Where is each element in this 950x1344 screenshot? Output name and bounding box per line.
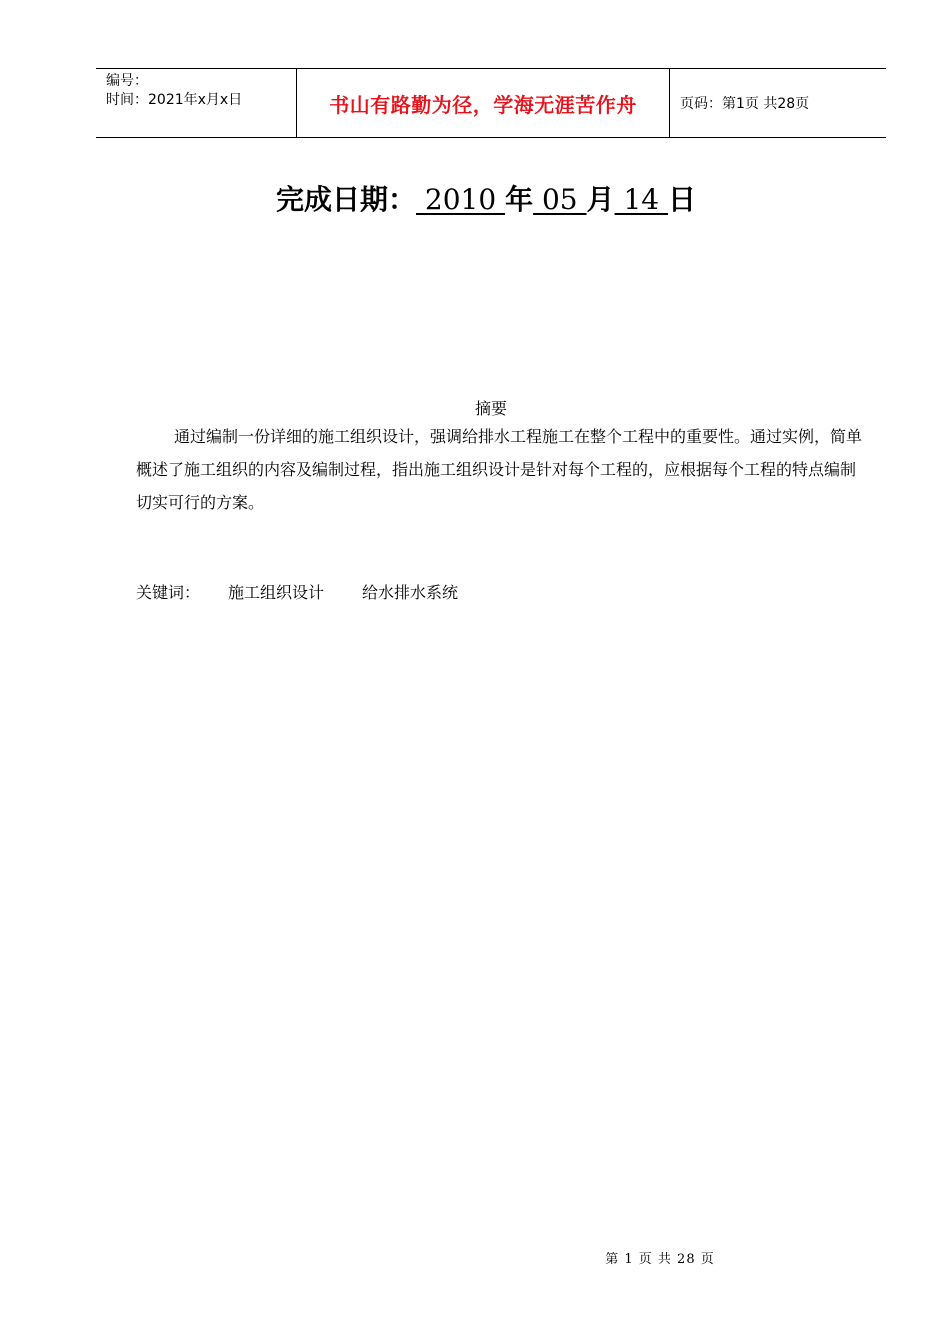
header-meta-cell — [96, 69, 297, 137]
completion-year: 2010 — [416, 183, 506, 216]
keyword-item: 给水排水系统 — [362, 583, 459, 602]
completion-day: 14 — [614, 183, 668, 216]
completion-month-unit: 月 — [586, 183, 615, 216]
abstract-paragraph: 通过编制一份详细的施工组织设计，强调给排水工程施工在整个工程中的重要性。通过实例，简单概述了施工组织的内容及编制过程，指出施工组织设计是针对每个工程的，应根据每个工程的特点编制切实可行的方案。 — [136, 427, 863, 512]
header-page-info: 页码：第1页 共28页 — [680, 96, 810, 112]
abstract-title: 摘要 — [474, 399, 507, 418]
keywords-label: 关键词： — [136, 583, 201, 602]
keywords — [136, 580, 458, 603]
completion-year-unit: 年 — [505, 183, 534, 216]
page-footer: 第 1 页 共 28 页 — [605, 1252, 715, 1267]
completion-date-label: 完成日期： — [276, 183, 417, 216]
completion-date — [276, 178, 696, 218]
abstract-body — [136, 420, 866, 519]
completion-month: 05 — [533, 183, 587, 216]
time-label: 时间：2021年x月x日 — [106, 92, 243, 108]
header-motto: 书山有路勤为径，学海无涯苦作舟 — [297, 69, 670, 137]
document-header — [96, 68, 886, 138]
keyword-item: 施工组织设计 — [228, 583, 325, 602]
serial-number-label: 编号： — [106, 73, 148, 89]
completion-day-unit: 日 — [667, 183, 696, 216]
